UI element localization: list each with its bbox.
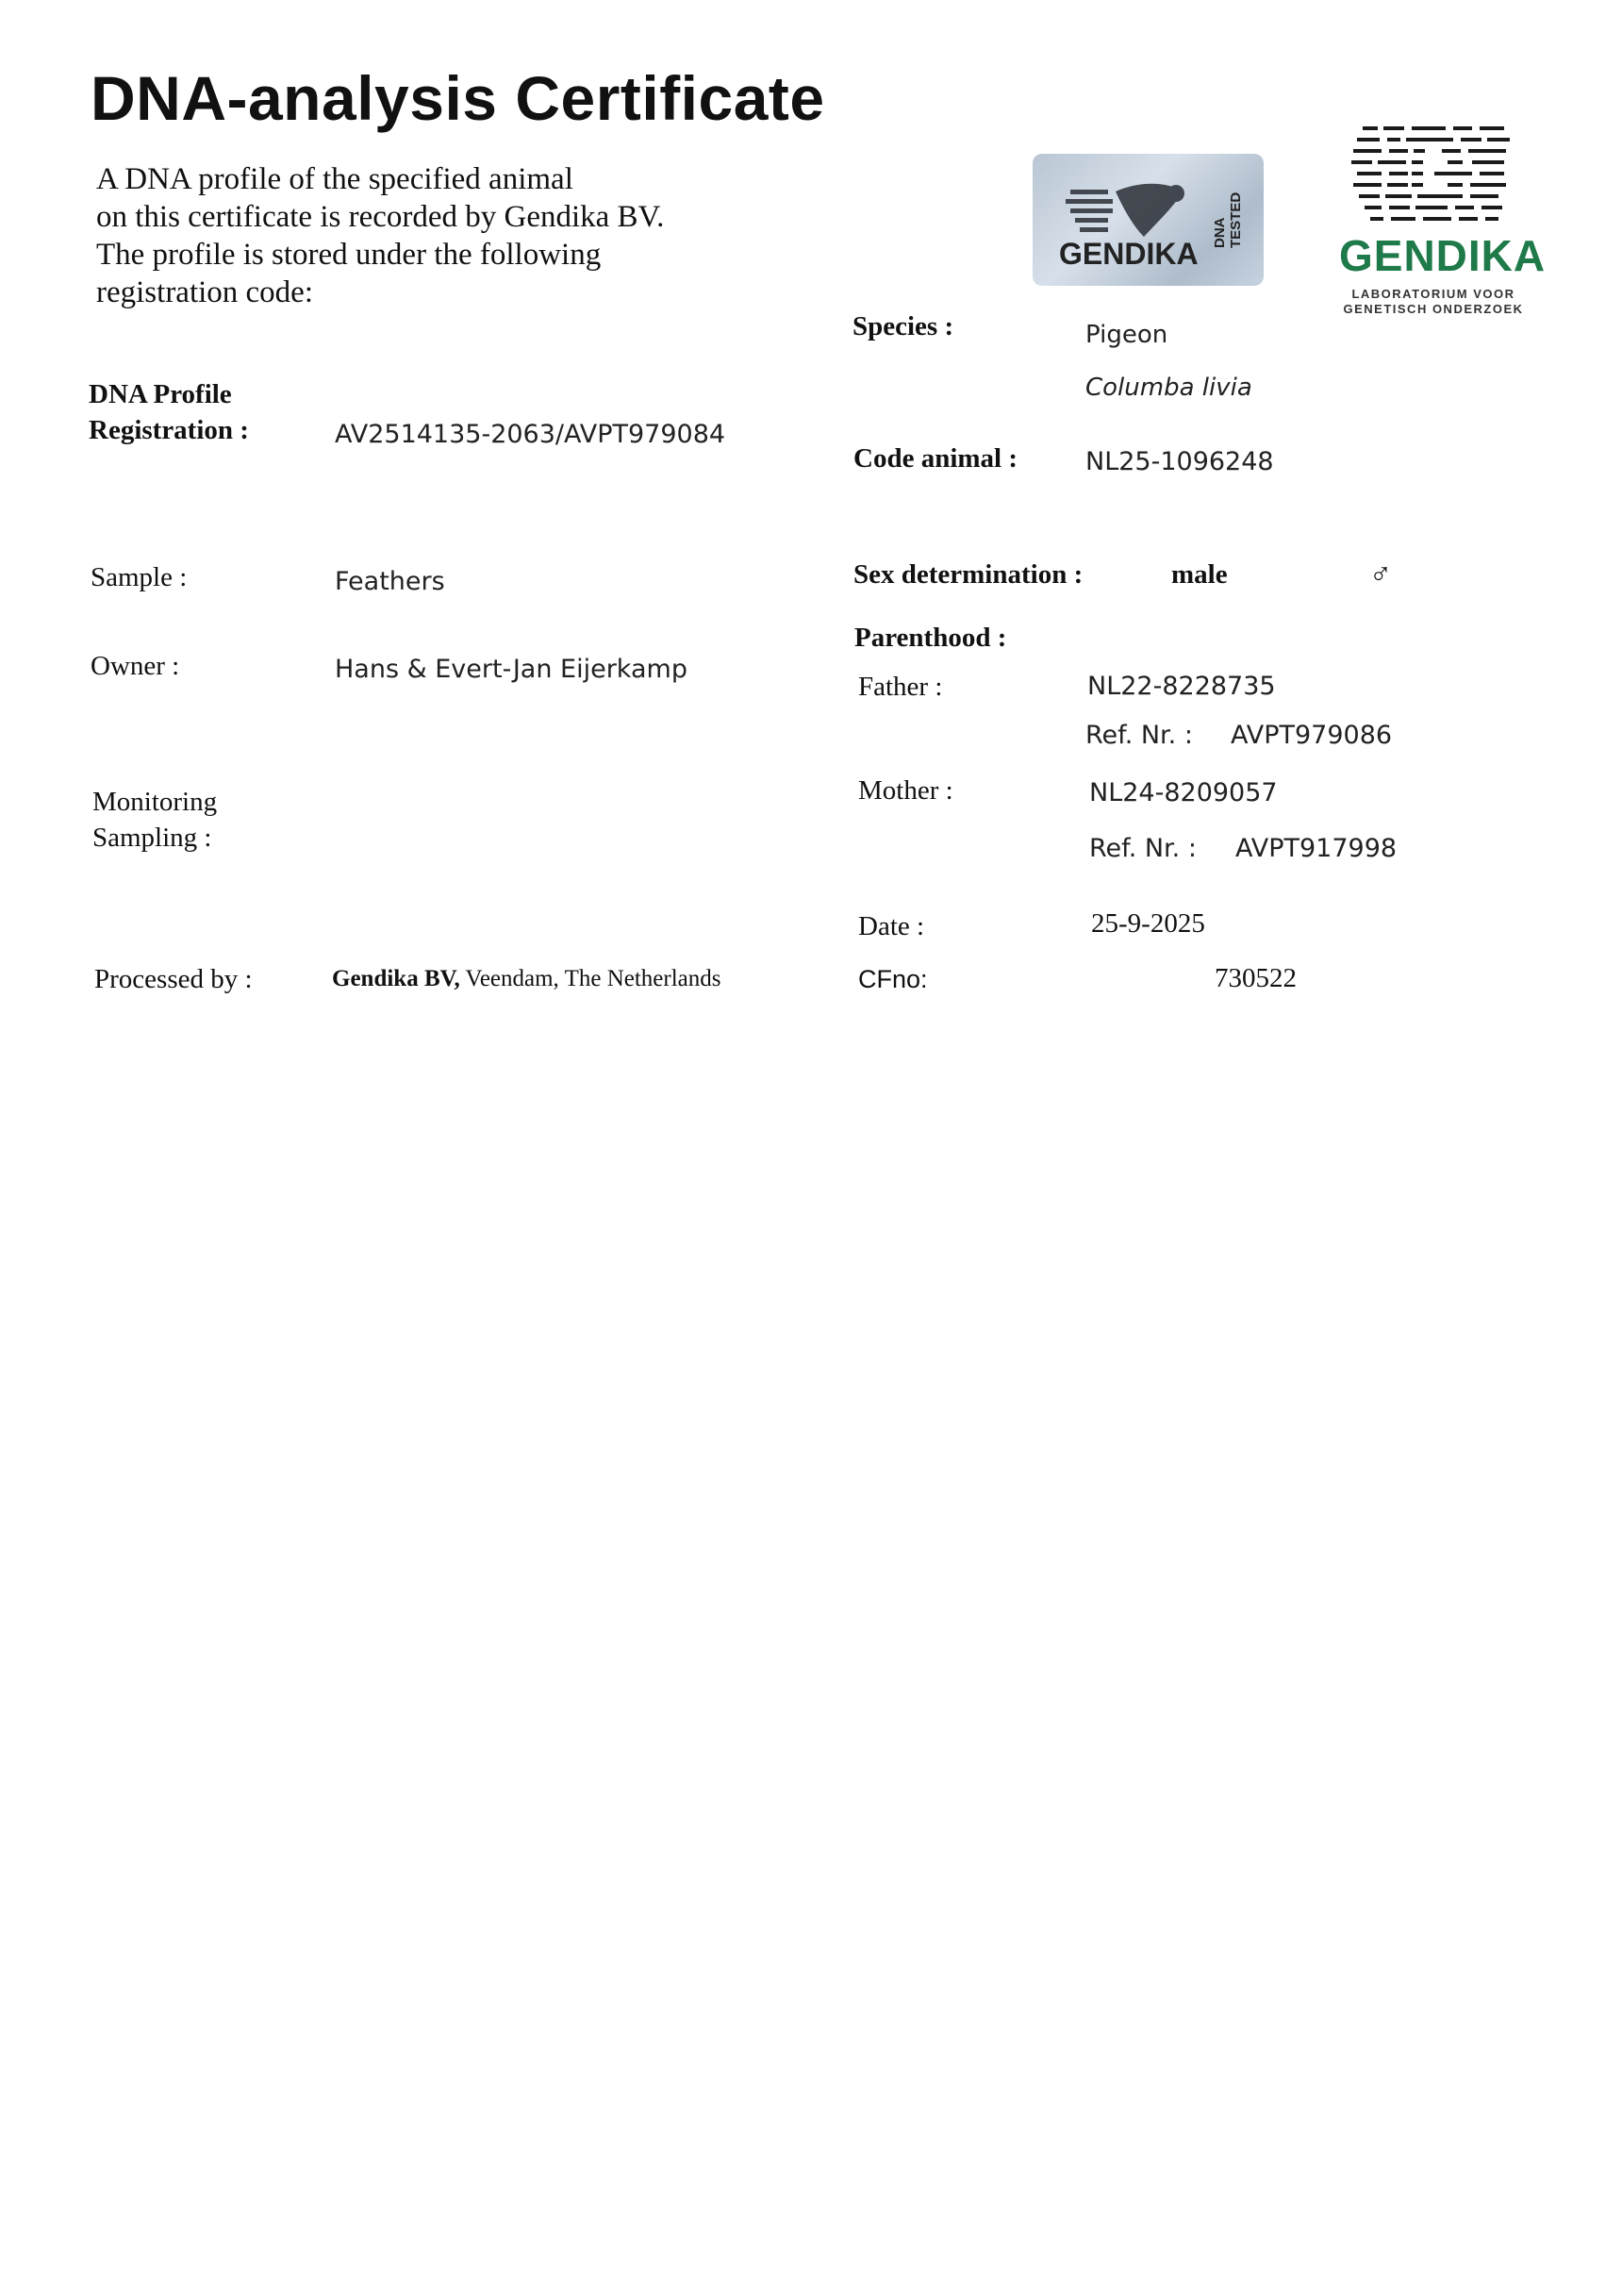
intro-line: A DNA profile of the specified animal [96, 162, 573, 196]
dna-profile-label: DNA Profile [89, 379, 232, 409]
sticker-tag: DNA TESTED [1212, 191, 1244, 248]
male-symbol-icon: ♂ [1369, 557, 1392, 591]
cfno-value: 730522 [1215, 963, 1297, 993]
owner-value: Hans & Evert-Jan Eijerkamp [335, 655, 687, 684]
gendika-logo [1339, 123, 1547, 317]
father-label: Father : [858, 672, 943, 702]
mother-value: NL24-8209057 [1089, 778, 1278, 807]
registration-label: Registration : [89, 415, 249, 445]
processed-by-company: Gendika BV, [332, 966, 460, 991]
monitoring-label: Monitoring [92, 787, 218, 817]
code-animal-label: Code animal : [853, 443, 1018, 474]
date-label: Date : [858, 911, 925, 941]
species-common-value: Pigeon [1085, 321, 1168, 349]
processed-by-location: Veendam, The Netherlands [465, 966, 721, 991]
intro-paragraph [96, 160, 664, 311]
code-animal-value: NL25-1096248 [1085, 447, 1274, 476]
father-ref-label: Ref. Nr. : [1085, 721, 1193, 750]
gendika-wordmark: GENDIKA [1339, 231, 1547, 280]
sex-determination-label: Sex determination : [853, 559, 1084, 590]
intro-line: registration code: [96, 275, 314, 309]
gendika-subtitle [1339, 287, 1528, 317]
date-value: 25-9-2025 [1091, 908, 1205, 939]
registration-value: AV2514135-2063/AVPT979084 [335, 420, 726, 449]
sticker-brand: GENDIKA [1059, 237, 1199, 271]
cfno-label: CFno: [858, 965, 928, 993]
intro-line: The profile is stored under the following [96, 238, 602, 272]
processed-by-value [332, 966, 721, 992]
species-label: Species : [852, 311, 954, 341]
father-value: NL22-8228735 [1087, 672, 1276, 701]
dna-tested-sticker [1033, 154, 1264, 286]
mother-label: Mother : [858, 775, 953, 806]
gendika-subtitle-line: GENETISCH ONDERZOEK [1343, 302, 1524, 316]
sampling-label: Sampling : [92, 823, 212, 853]
gendika-subtitle-line: LABORATORIUM VOOR [1351, 287, 1515, 301]
owner-label: Owner : [91, 651, 180, 681]
sample-label: Sample : [91, 562, 188, 592]
intro-line: on this certificate is recorded by Gendika BV. [96, 200, 665, 234]
gendika-g-logo-icon [1344, 123, 1523, 226]
mother-ref-label: Ref. Nr. : [1089, 834, 1197, 863]
mother-ref-value: AVPT917998 [1235, 834, 1398, 863]
certificate-title: DNA-analysis Certificate [91, 63, 825, 133]
processed-by-label: Processed by : [94, 964, 253, 994]
father-ref-value: AVPT979086 [1231, 721, 1393, 750]
sample-value: Feathers [335, 567, 445, 596]
species-latin-value: Columba livia [1085, 374, 1252, 402]
sex-value: male [1171, 559, 1228, 590]
parenthood-label: Parenthood : [854, 623, 1007, 653]
